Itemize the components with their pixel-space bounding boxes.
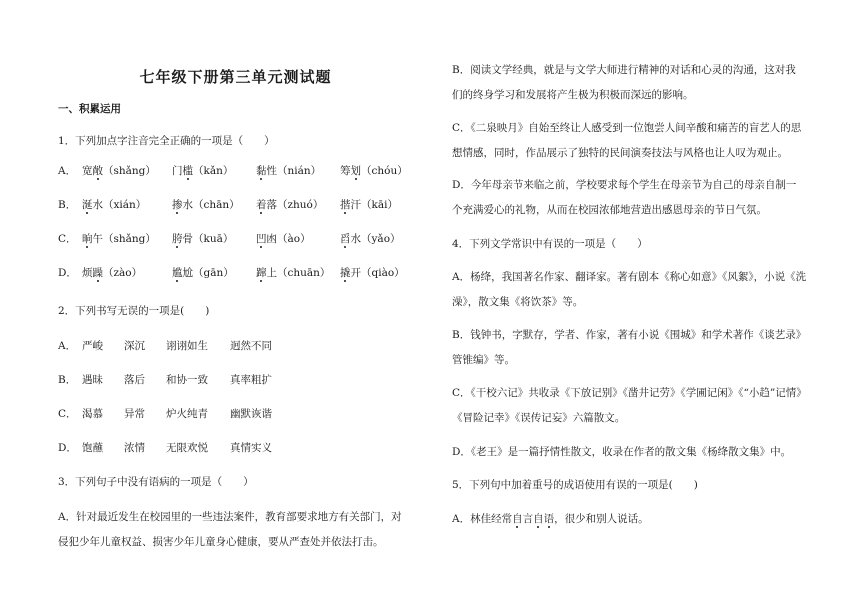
emphasis-char: 涎 xyxy=(82,199,93,211)
word-item: 饱蘸 xyxy=(82,442,103,454)
item-text: 烦 xyxy=(82,267,93,279)
q5-option-a-mid: 言 xyxy=(522,513,534,525)
q4-option-c-line1: C．《干校六记》共收录《下放记别》《凿井记劳》《学圃记闲》《“小趋”记情》 xyxy=(452,387,807,399)
word-item: 炉火纯青 xyxy=(166,408,208,420)
pinyin-item xyxy=(172,164,233,178)
q3-option-a-line2: 侵犯少年儿童权益、损害少年儿童身心健康，要从严查处并依法打击。 xyxy=(58,536,384,548)
emphasis-char: 槛 xyxy=(182,165,193,177)
q5-stem: 5．下列句中加着重号的成语使用有误的一项是( ) xyxy=(452,479,698,491)
q5-option-a xyxy=(452,512,649,526)
emphasis-char: 撬 xyxy=(340,267,351,279)
option-label: D． xyxy=(58,267,77,279)
emphasis-char: 躁 xyxy=(92,267,103,279)
emphasis-char: 凹 xyxy=(256,233,267,245)
word-item: 渴慕 xyxy=(82,408,103,420)
item-text: 水（yǎo） xyxy=(350,233,401,245)
item-text: （kǎn） xyxy=(193,165,234,177)
q3-option-c-line2: 想情感，同时，作品展示了独特的民间演奏技法与风格也让人叹为观止。 xyxy=(452,147,788,159)
emphasis-char: 自 xyxy=(512,513,523,525)
q3-option-b-line2: 们的终身学习和发展将产生极为积极而深远的影响。 xyxy=(452,89,694,101)
q3-option-d-line2: 个充满爱心的礼物，从而在校园浓郁地营造出感恩母亲的节日气氛。 xyxy=(452,204,767,216)
pinyin-item xyxy=(340,232,401,246)
emphasis-char: 着 xyxy=(256,199,267,211)
item-text: 门 xyxy=(172,165,183,177)
item-text: 开（qiào） xyxy=(350,267,405,279)
emphasis-char: 自 xyxy=(533,513,544,525)
emphasis-char: 舀 xyxy=(340,233,351,245)
option-label: C． xyxy=(58,233,77,245)
q4-option-b-line1: B．钱钟书，字默存，学者、作家，著有小说《围城》和学术著作《谈艺录》 xyxy=(452,329,807,341)
option-label: B． xyxy=(58,374,77,386)
option-label: D． xyxy=(58,442,77,454)
q3-stem: 3．下列句子中没有语病的一项是（ ） xyxy=(58,476,254,488)
pinyin-item xyxy=(340,266,405,280)
item-text: 性（nián） xyxy=(266,165,322,177)
pinyin-item xyxy=(256,266,330,280)
item-text: 宽 xyxy=(82,165,93,177)
word-item: 遇昧 xyxy=(82,374,103,386)
word-item: 真率粗扩 xyxy=(230,374,272,386)
pinyin-item xyxy=(256,232,311,246)
item-text: （chóu） xyxy=(361,165,408,177)
pinyin-item xyxy=(256,198,323,212)
emphasis-char: 掺 xyxy=(172,199,183,211)
item-text: 水（chān） xyxy=(182,199,240,211)
page-title: 七年级下册第三单元测试题 xyxy=(139,68,332,86)
item-text: 落（zhuó） xyxy=(266,199,324,211)
emphasis-char: 语 xyxy=(543,513,555,525)
item-text: （zào） xyxy=(103,267,143,279)
q3-option-c-line1: C．《二泉映月》自始至终让人感受到一位饱尝人间辛酸和痛苦的盲艺人的思 xyxy=(452,122,802,134)
pinyin-item xyxy=(340,164,408,178)
item-text: （shǎng） xyxy=(103,165,156,177)
pinyin-item xyxy=(82,198,146,212)
item-text: 尬（gān） xyxy=(182,267,234,279)
item-text: 午（shǎng） xyxy=(92,233,156,245)
emphasis-char: 晌 xyxy=(82,233,93,245)
option-label: A． xyxy=(58,340,77,352)
item-text: 上（chuān） xyxy=(266,267,331,279)
q2-stem: 2．下列书写无误的一项是( ) xyxy=(58,305,210,317)
pinyin-item xyxy=(256,164,321,178)
q4-stem: 4．下列文学常识中有误的一项是（ ） xyxy=(452,238,648,250)
q1-stem: 1．下列加点字注音完全正确的一项是（ ） xyxy=(58,135,275,147)
word-item: 无限欢悦 xyxy=(166,442,208,454)
item-text: 汗（kāi） xyxy=(350,199,398,211)
q4-option-a-line2: 澡》，散文集《将饮茶》等。 xyxy=(452,296,584,308)
q4-option-b-line2: 管锥编》等。 xyxy=(452,354,515,366)
section-heading: 一、积累运用 xyxy=(58,103,121,115)
q4-option-a-line1: A．杨绛，我国著名作家、翻译家。著有剧本《称心如意》《风絮》，小说《洗 xyxy=(452,271,807,283)
item-text: 筹 xyxy=(340,165,351,177)
emphasis-char: 尴 xyxy=(172,267,183,279)
word-item: 严峻 xyxy=(82,340,103,352)
pinyin-item xyxy=(82,266,142,280)
option-label: C． xyxy=(58,408,77,420)
emphasis-char: 胯 xyxy=(172,233,183,245)
pinyin-item xyxy=(172,198,240,212)
word-item: 真情实义 xyxy=(230,442,272,454)
item-text: 骨（kuā） xyxy=(182,233,234,245)
pinyin-item xyxy=(340,198,398,212)
emphasis-char: 蹿 xyxy=(256,267,267,279)
word-item: 迥然不同 xyxy=(230,340,272,352)
option-label: A． xyxy=(58,165,77,177)
q5-option-a-pre: A．林佳经常 xyxy=(452,513,513,525)
word-item: 落后 xyxy=(124,374,145,386)
q5-option-a-post: ，很少和别人说话。 xyxy=(554,513,649,525)
emphasis-char: 揩 xyxy=(340,199,351,211)
emphasis-char: 敞 xyxy=(92,165,103,177)
q3-option-b-line1: B．阅读文学经典，就是与文学大师进行精神的对话和心灵的沟通，这对我 xyxy=(452,64,796,76)
word-item: 诩诩如生 xyxy=(166,340,208,352)
pinyin-item xyxy=(82,164,156,178)
pinyin-item xyxy=(82,232,156,246)
pinyin-item xyxy=(172,266,234,280)
word-item: 和协一致 xyxy=(166,374,208,386)
emphasis-char: 划 xyxy=(350,165,361,177)
pinyin-item xyxy=(172,232,233,246)
q3-option-d-line1: D．今年母亲节来临之前，学校要求每个学生在母亲节为自己的母亲自制一 xyxy=(452,179,797,191)
word-item: 浓情 xyxy=(124,442,145,454)
option-label: B． xyxy=(58,199,77,211)
word-item: 深沉 xyxy=(124,340,145,352)
item-text: 水（xián） xyxy=(92,199,147,211)
q3-option-a-line1: A．针对最近发生在校园里的一些违法案件，教育部要求地方有关部门，对 xyxy=(58,511,402,523)
q4-option-d: D．《老王》是一篇抒情性散文，收录在作者的散文集《杨绛散文集》中。 xyxy=(452,446,792,458)
item-text: 凼（ào） xyxy=(266,233,311,245)
word-item: 幽默诙谐 xyxy=(230,408,272,420)
emphasis-char: 黏 xyxy=(256,165,267,177)
q4-option-c-line2: 《冒险记幸》《误传记妄》六篇散文。 xyxy=(452,412,626,424)
word-item: 异常 xyxy=(124,408,145,420)
